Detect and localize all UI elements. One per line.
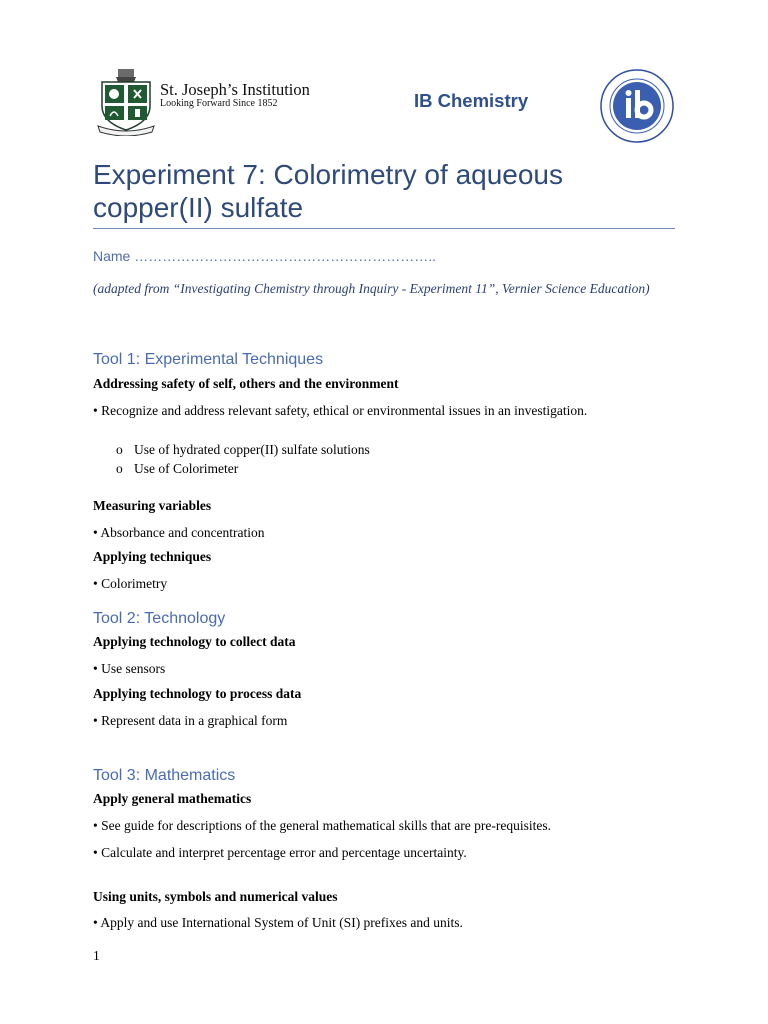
school-crest-logo [96,68,156,136]
tool3-bullet-uncertainty: • Calculate and interpret percentage error and percentage uncertainty. [93,845,467,860]
ib-world-school-logo [599,68,675,144]
tool1-bullet-techniques: • Colorimetry [93,576,168,591]
tool3-subheading-units: Using units, symbols and numerical values [93,889,338,904]
tool3-bullet-si-units: • Apply and use International System of Unit (SI) prefixes and units. [93,915,463,930]
tool1-heading: Tool 1: Experimental Techniques [93,351,324,368]
tool3-subheading-general: Apply general mathematics [93,791,252,806]
name-field-line: Name ……………………………………………………….. [93,248,437,264]
title-divider [93,228,675,229]
tool3-heading: Tool 3: Mathematics [93,767,236,784]
tool1-subitem-2: o Use of Colorimeter [116,461,239,476]
tool3-bullet-prerequisites: • See guide for descriptions of the general mathematical skills that are pre-requisites. [93,818,551,833]
page-number: 1 [93,948,100,963]
tool1-subheading-measuring: Measuring variables [93,498,212,513]
tool2-heading: Tool 2: Technology [93,610,226,627]
tool2-subheading-process: Applying technology to process data [93,686,302,701]
tool1-subheading-safety: Addressing safety of self, others and the environment [93,376,399,391]
document-title: Experiment 7: Colorimetry of aqueous copper(II) sulfate [93,159,563,223]
tool2-subheading-collect: Applying technology to collect data [93,634,296,649]
tool1-subitem-1: o Use of hydrated copper(II) sulfate solutions [116,442,370,457]
tool1-subheading-techniques: Applying techniques [93,549,212,564]
tool1-bullet-measuring: • Absorbance and concentration [93,525,265,540]
tool2-bullet-process: • Represent data in a graphical form [93,713,288,728]
school-name: St. Joseph’s Institution [160,80,310,99]
tool2-bullet-collect: • Use sensors [93,661,166,676]
school-motto: Looking Forward Since 1852 [160,98,278,109]
course-title: IB Chemistry [414,90,529,111]
tool1-bullet-safety: • Recognize and address relevant safety, ethical or environmental issues in an investigation. [93,403,588,418]
source-note: (adapted from “Investigating Chemistry through Inquiry - Experiment 11”, Vernier Science Education) [93,281,650,296]
